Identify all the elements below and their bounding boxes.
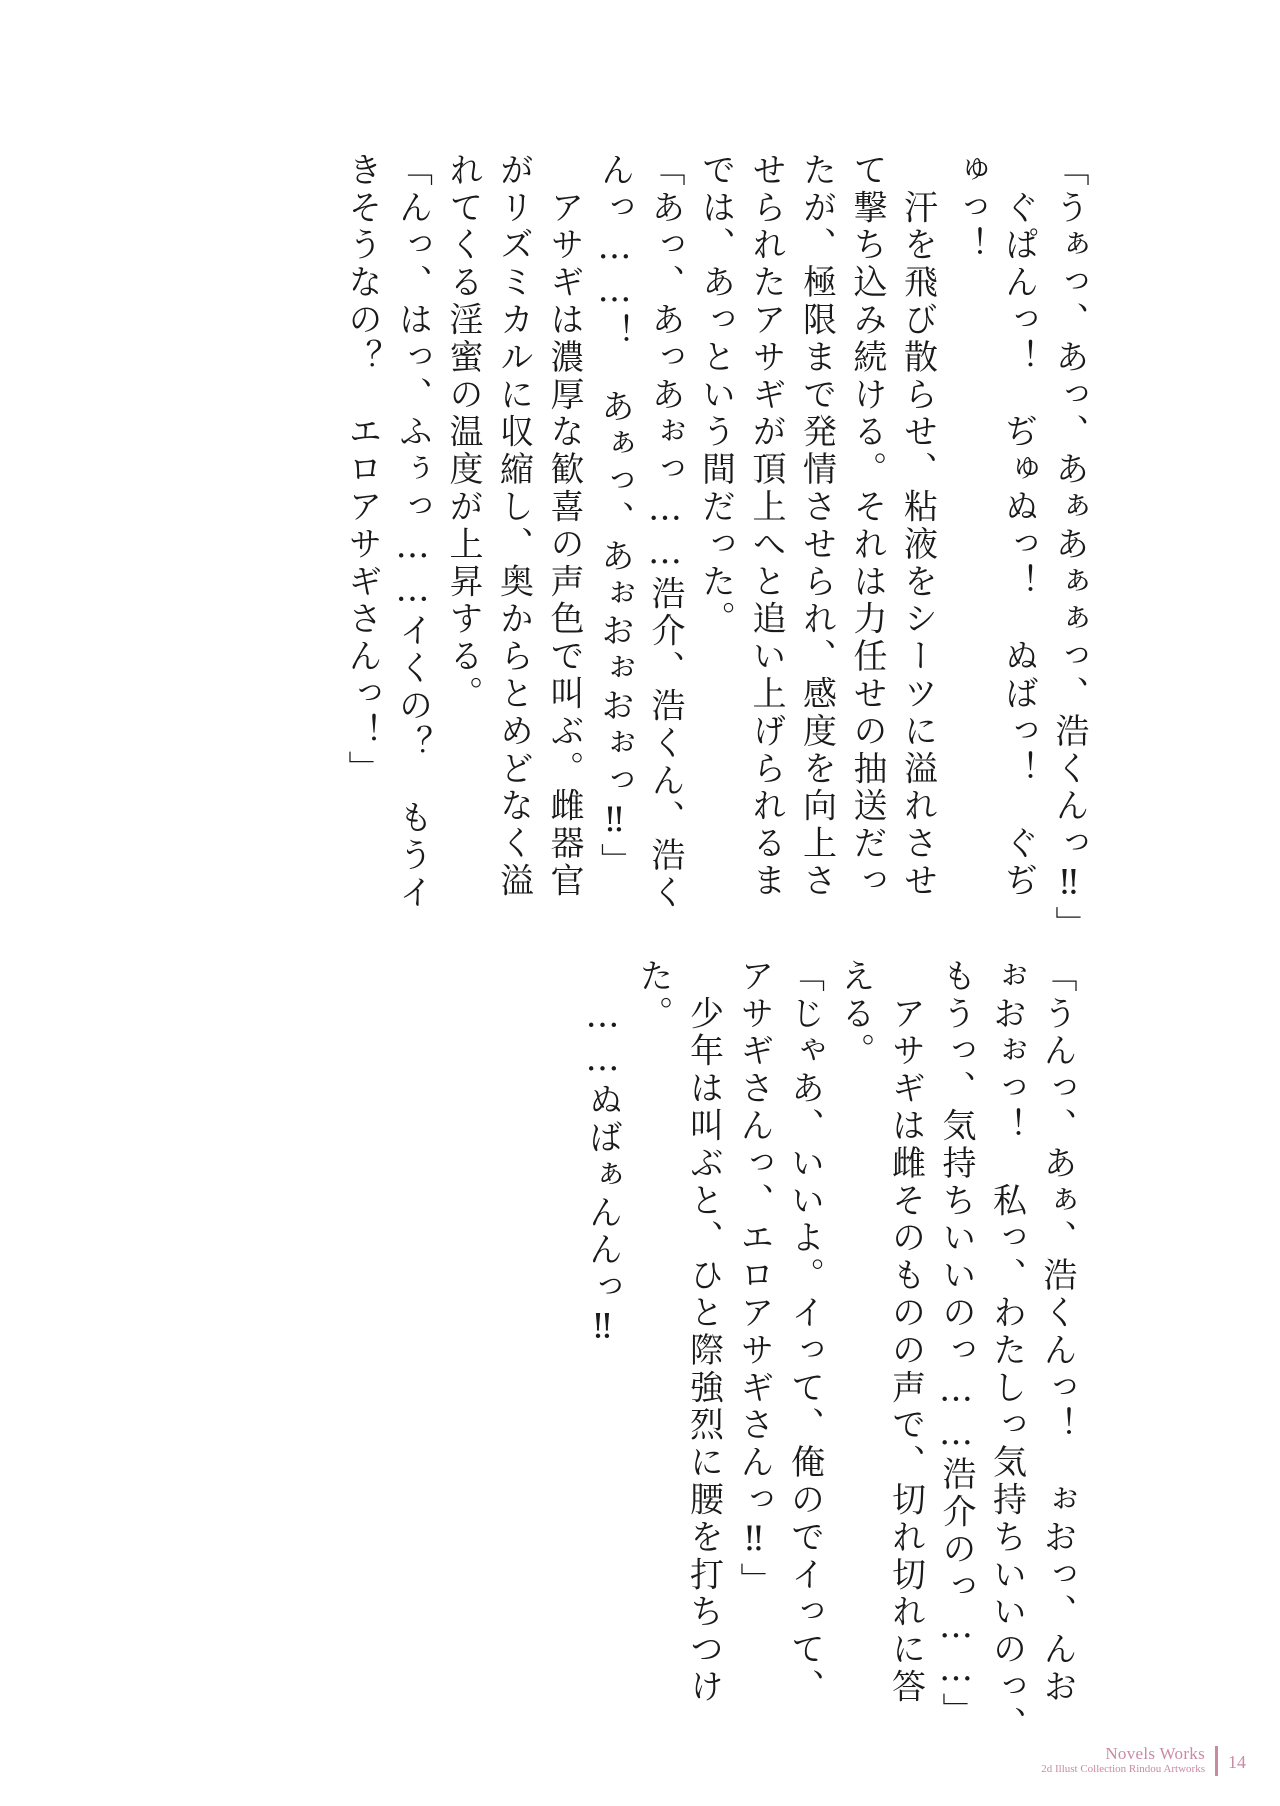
text-line: んっ……！ あぁっ、あぉおぉおぉっ‼」: [594, 152, 635, 881]
footer-subtitle: 2d Illust Collection Rindou Artworks: [1041, 1763, 1205, 1775]
text-line: える。: [835, 958, 875, 1071]
text-line: では、あっという間だった。: [695, 152, 736, 639]
text-line: 「うぁっ、あっ、あぁあぁぁっ、浩くんっ‼」: [1049, 152, 1089, 944]
upper-text-block: [337, 152, 1095, 944]
page-footer: [1041, 1745, 1246, 1776]
text-line: ぉおぉっ！ 私っ、わたしっ気持ちいいのっ、: [986, 958, 1027, 1744]
text-line: アサギは雌そのものの声で、切れ切れに答: [885, 958, 926, 1706]
footer-title: Novels Works: [1105, 1744, 1205, 1763]
text-line: て撃ち込み続ける。それは力任せの抽送だっ: [847, 152, 887, 900]
text-line: 「んっ、はっ、ふぅっ……イくの？ もうイ: [392, 152, 433, 912]
text-line: せられたアサギが頂上へと追い上げられるま: [746, 152, 786, 900]
footer-divider: [1215, 1746, 1218, 1776]
footer-caption: [1041, 1745, 1205, 1776]
text-line: 「あっ、あっあぉっ……浩介、浩くん、浩く: [645, 152, 685, 912]
text-line: れてくる淫蜜の温度が上昇する。: [443, 152, 483, 713]
text-line: がリズミカルに収縮し、奥からとめどなく溢: [493, 152, 534, 900]
page-number: 14: [1228, 1752, 1246, 1772]
text-line: アサギは濃厚な歓喜の声色で叫ぶ。雌器官: [544, 152, 584, 900]
text-line: きそうなの？ エロアサギさんっ！」: [342, 152, 382, 788]
text-line: アサギさんっ、エロアサギさんっ‼」: [734, 958, 774, 1600]
text-line: た。: [633, 958, 673, 1033]
text-line: ゅっ！: [948, 152, 988, 265]
text-line: 「うんっ、あぁ、浩くんっ！ ぉおっ、んお: [1037, 958, 1077, 1706]
text-line: 少年は叫ぶと、ひと際強烈に腰を打ちつけ: [683, 958, 724, 1706]
text-line: ぐぱんっ！ ぢゅぬっ！ ぬばっ！ ぐぢ: [998, 152, 1039, 900]
text-line: 「じゃあ、いいよ。イって、俺のでイって、: [784, 958, 825, 1706]
text-line: たが、極限まで発情させられ、感度を向上さ: [796, 152, 837, 900]
lower-text-block: [577, 958, 1082, 1744]
text-line: 汗を飛び散らせ、粘液をシーツに溢れさせ: [897, 152, 938, 900]
text-line: もうっ、気持ちいいのっ……浩介のっ……」: [936, 958, 976, 1730]
text-line: ……ぬばぁんんっ‼: [582, 958, 623, 1350]
